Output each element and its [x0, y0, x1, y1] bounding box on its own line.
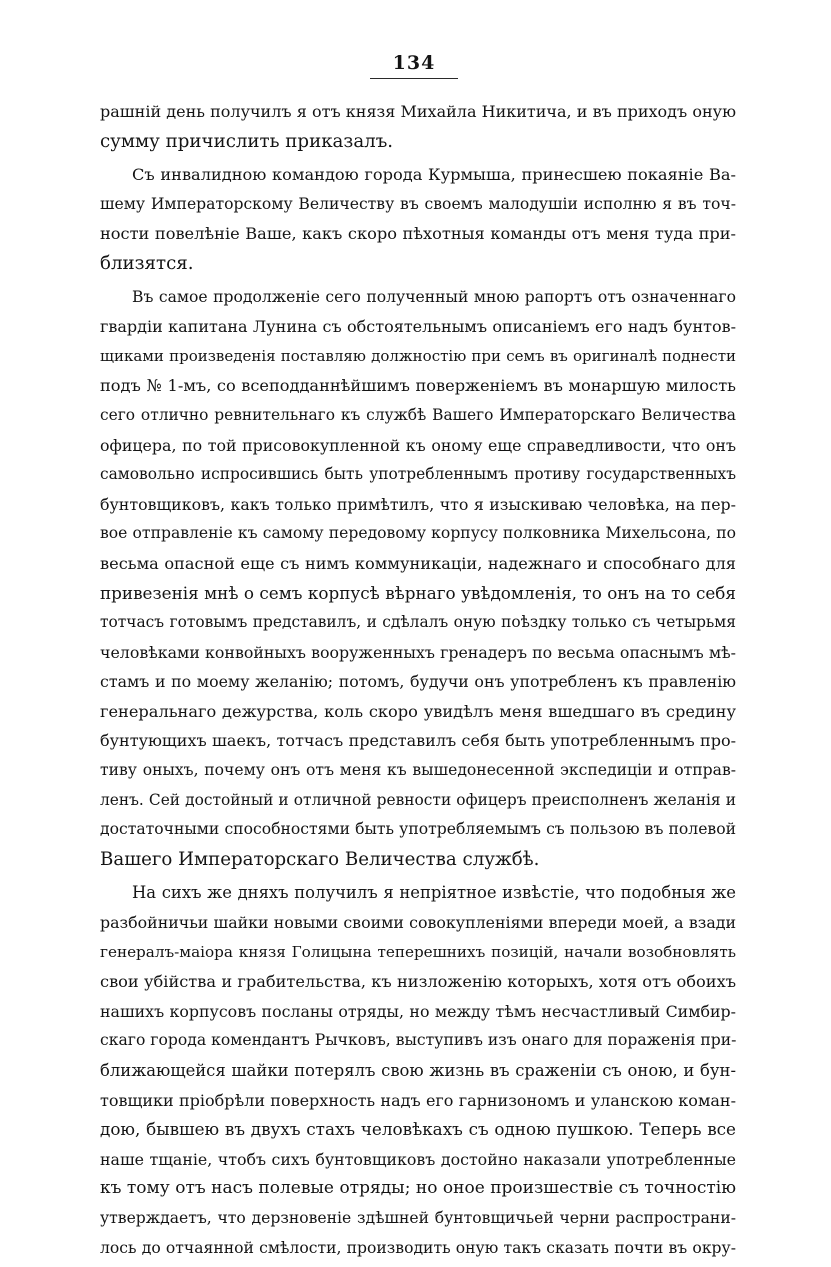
- text-line: товщики пріобрѣли поверхность надъ его гарнизономъ и уланскою коман-: [100, 1090, 736, 1110]
- text-line: ности повелѣніе Ваше, какъ скоро пѣхотныя команды отъ меня туда при-: [100, 224, 736, 244]
- text-line: тотчасъ готовымъ представилъ, и сдѣлалъ оную поѣздку только съ четырьмя: [100, 613, 736, 632]
- text-line: гвардіи капитана Лунина съ обстоятельнымъ описаніемъ его надъ бунтов-: [100, 317, 736, 337]
- text-line: бунтующихъ шаекъ, тотчасъ представилъ себя быть употребленнымъ про-: [100, 731, 736, 751]
- text-line: нашихъ корпусовъ посланы отряды, но между тѣмъ несчастливый Симбир-: [100, 1001, 736, 1021]
- text-line: ближающейся шайки потерялъ свою жизнь въ сраженіи съ оною, и бун-: [100, 1061, 736, 1080]
- text-line: стамъ и по моему желанію; потомъ, будучи онъ употребленъ къ правленію: [100, 672, 736, 692]
- text-line: къ тому отъ насъ полевые отряды; но оное произшествіе съ точностію: [100, 1178, 736, 1199]
- text-line: дою, бывшею въ двухъ стахъ человѣкахъ съ одною пушкою. Теперь все: [100, 1119, 736, 1140]
- paragraph-1: [100, 97, 736, 156]
- text-line: бунтовщиковъ, какъ только примѣтилъ, что я изыскиваю человѣка, на пер-: [100, 494, 736, 514]
- text-line: щиками произведенія поставляю должностію при семъ въ оригиналѣ поднести: [100, 346, 736, 365]
- text-line: достаточными способностями быть употребляемымъ съ пользою въ полевой: [100, 820, 736, 839]
- text-line: наше тщаніе, чтобъ сихъ бунтовщиковъ достойно наказали употребленные: [100, 1149, 736, 1169]
- page-number-rule: [370, 78, 458, 79]
- text-line: шему Императорскому Величеству въ своемъ малодушіи исполню я въ точ-: [100, 194, 736, 213]
- paragraph-3: [100, 283, 736, 875]
- text-line: человѣками конвойныхъ вооруженныхъ гренадеръ по весьма опаснымъ мѣ-: [100, 642, 736, 662]
- page-number: 134: [392, 52, 436, 74]
- text-line: весьма опасной еще съ нимъ коммуникаціи, надежнаго и способнаго для: [100, 553, 736, 573]
- text-line: разбойничьи шайки новыми своими совокупленіями впереди моей, а взади: [100, 913, 736, 933]
- text-line: рашній день получилъ я отъ князя Михайла Никитича, и въ приходъ оную: [100, 102, 736, 121]
- text-line: вое отправленіе къ самому передовому корпусу полковника Михельсона, по: [100, 524, 736, 543]
- text-body: [100, 97, 736, 1267]
- text-line: скаго города комендантъ Рычковъ, выступивъ изъ онаго для пораженія при-: [100, 1031, 736, 1050]
- text-line: Въ самое продолженіе сего полученный мною рапортъ отъ означеннаго: [132, 287, 736, 306]
- text-line: близятся.: [100, 252, 194, 274]
- text-line: Вашего Императорскаго Величества службѣ.: [100, 848, 540, 870]
- text-line: лось до отчаянной смѣлости, производить оную такъ сказать почти въ окру-: [100, 1238, 736, 1257]
- text-line: генералъ-маіора князя Голицына теперешнихъ позицій, начали возобновлять: [100, 942, 736, 961]
- text-line: привезенія мнѣ о семъ корпусѣ вѣрнаго увѣдомленія, то онъ на то себя: [100, 582, 736, 603]
- paragraph-4: [100, 878, 736, 1263]
- text-line: сего отлично ревнительнаго къ службѣ Вашего Императорскаго Величества: [100, 405, 736, 424]
- text-line: тиву оныхъ, почему онъ отъ меня къ вышедонесенной экспедиціи и отправ-: [100, 761, 736, 780]
- text-line: утверждаетъ, что дерзновеніе здѣшней бунтовщичьей черни распространи-: [100, 1208, 736, 1227]
- text-line: офицера, по той присовокупленной къ оному еще справедливости, что онъ: [100, 435, 736, 455]
- text-line: самовольно испросившись быть употребленнымъ противу государственныхъ: [100, 465, 736, 484]
- text-line: сумму причислить приказалъ.: [100, 130, 394, 152]
- text-line: На сихъ же дняхъ получилъ я непріятное извѣстіе, что подобныя же: [132, 883, 736, 903]
- text-line: Съ инвалидною командою города Курмыша, принесшею покаяніе Ва-: [132, 165, 736, 185]
- paragraph-2: [100, 160, 736, 278]
- text-line: генеральнаго дежурства, коль скоро увидѣлъ меня вшедшаго въ средину: [100, 701, 736, 721]
- text-line: ленъ. Сей достойный и отличной ревности офицеръ преисполненъ желанія и: [100, 790, 736, 809]
- text-line: подъ № 1-мъ, со всеподданнѣйшимъ поверженіемъ въ монаршую милость: [100, 376, 736, 396]
- text-line: свои убійства и грабительства, къ низложенію которыхъ, хотя отъ обоихъ: [100, 972, 736, 992]
